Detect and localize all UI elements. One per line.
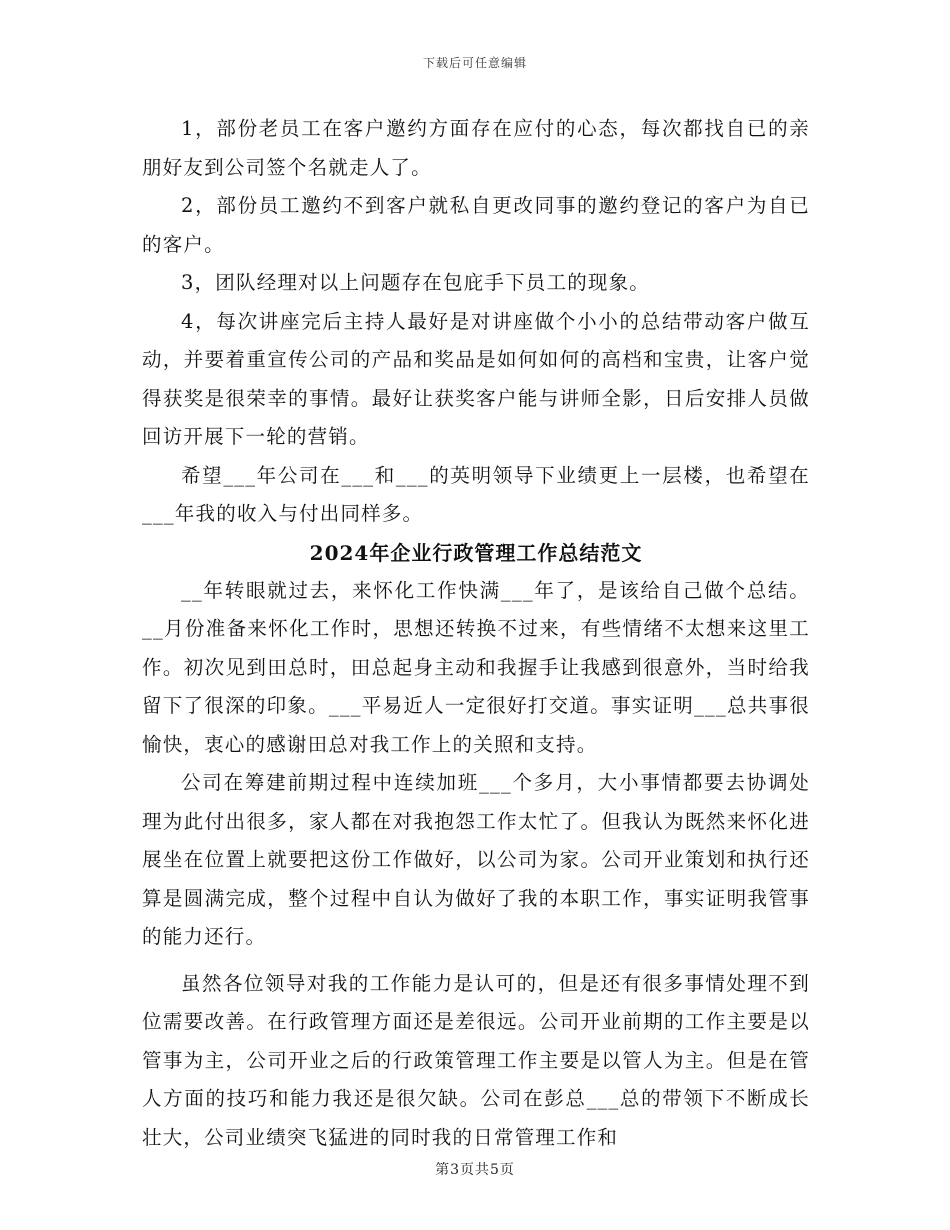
document-body xyxy=(142,110,810,1157)
paragraph-item-4: 4，每次讲座完后主持人最好是对讲座做个小小的总结带动客户做互动，并要着重宣传公司的产品和奖品是如何如何的高档和宝贵，让客户觉得获奖是很荣幸的事情。最好让获奖客户能与讲师全影，日后安排人员做回访开展下一轮的营销。 xyxy=(142,309,810,448)
page-number: 第3页共5页 xyxy=(435,1162,515,1178)
paragraph-item-2: 2，部份员工邀约不到客户就私自更改同事的邀约登记的客户为自已的客户。 xyxy=(142,194,810,256)
paragraph-intro: __年转眼就过去，来怀化工作快满___年了，是该给自己做个总结。__月份准备来怀化工作时，思想还转换不过来，有些情绪不太想来这里工作。初次见到田总时，田总起身主动和我握手让我感到很意外，当时给我留下了很深的印象。___平易近人一定很好打交道。事实证明___总共事很愉快，衷心的感谢田总对我工作上的关照和支持。 xyxy=(142,578,810,756)
paragraph-preparation: 公司在筹建前期过程中连续加班___个多月，大小事情都要去协调处理为此付出很多，家人都在对我抱怨工作太忙了。但我认为既然来怀化进展坐在位置上就要把这份工作做好，以公司为家。公司开业策划和执行还算是圆满完成，整个过程中自认为做好了我的本职工作，事实证明我管事的能力还行。 xyxy=(142,771,810,948)
header-note: 下载后可任意编辑 xyxy=(422,56,527,70)
paragraph-improvement: 虽然各位领导对我的工作能力是认可的，但是还有很多事情处理不到位需要改善。在行政管理方面还是差很远。公司开业前期的工作主要是以管事为主，公司开业之后的行政策管理工作主要是以管人为主。但是在管人方面的技巧和能力我还是很欠缺。公司在彭总___总的带领下不断成长壮大，公司业绩突飞猛进的同时我的日常管理工作和 xyxy=(142,971,810,1149)
section-title: 2024年企业行政管理工作总结范文 xyxy=(309,540,643,565)
paragraph-item-1: 1，部份老员工在客户邀约方面存在应付的心态，每次都找自已的亲朋好友到公司签个名就走人了。 xyxy=(142,117,810,179)
paragraph-item-3: 3，团队经理对以上问题存在包庇手下员工的现象。 xyxy=(181,271,651,294)
paragraph-hope: 希望___年公司在___和___的英明领导下业绩更上一层楼，也希望在___年我的收入与付出同样多。 xyxy=(142,463,810,525)
